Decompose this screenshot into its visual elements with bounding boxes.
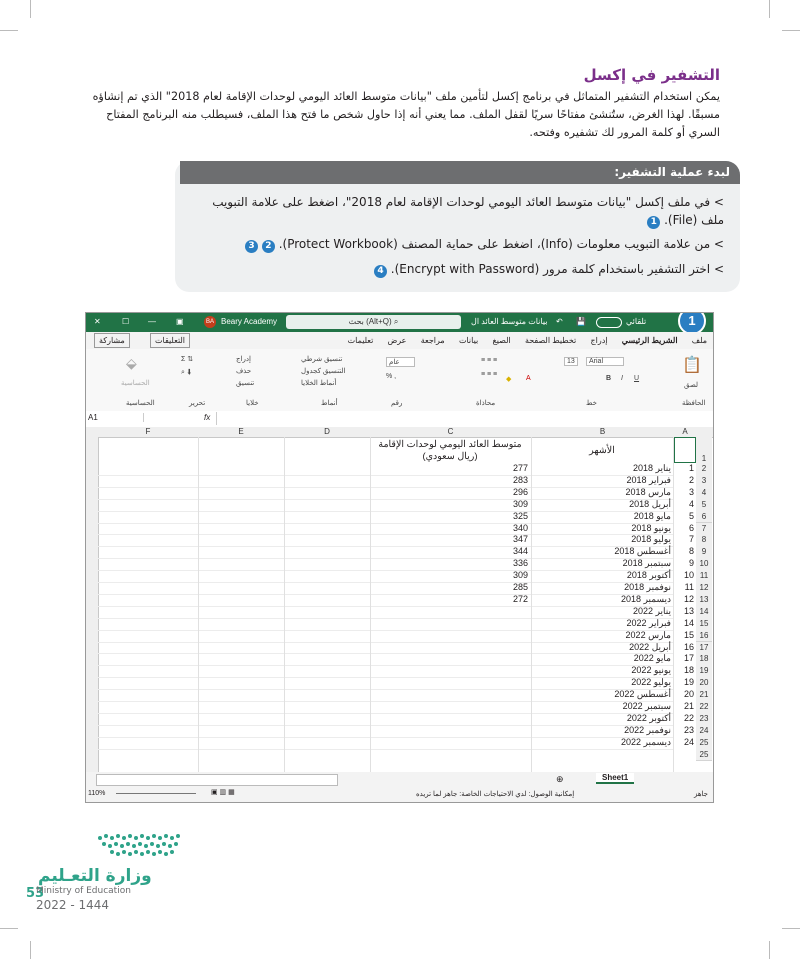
row-header[interactable]: 21 (696, 689, 712, 702)
row-header[interactable]: 24 (696, 725, 712, 738)
month-name: سبتمبر (645, 558, 671, 569)
row-header[interactable]: 2 (696, 463, 712, 476)
year-value: 2018 (614, 546, 635, 557)
cell-c[interactable]: 336 (512, 558, 528, 569)
year-value: 2022 (629, 641, 650, 652)
cell-b[interactable] (531, 582, 671, 594)
comments-button[interactable]: التعليقات (150, 333, 190, 348)
steps-title: لبدء عملية التشفير: (180, 161, 740, 184)
group-editing: تحرير (189, 400, 206, 407)
cell-b[interactable] (531, 701, 671, 713)
cell-b[interactable] (531, 523, 671, 535)
header-c-line2: (ريال سعودي) (422, 451, 478, 462)
month-name: يناير (655, 605, 671, 616)
header-c-line1: متوسط العائد اليومي لوحدات الإقامة (378, 439, 522, 450)
paste-icon[interactable]: 📋 (682, 357, 702, 374)
row-header[interactable]: 7 (696, 523, 712, 536)
cell-b[interactable] (531, 713, 671, 725)
group-sensitivity: الحساسية (126, 400, 155, 407)
year-value: 2018 (633, 463, 654, 473)
row-header[interactable]: 1 (696, 437, 712, 464)
cell-a[interactable]: 14 (683, 617, 694, 628)
cell-b[interactable] (531, 487, 671, 499)
row-header[interactable]: 10 (696, 558, 712, 571)
zoom-level: 110% (88, 790, 106, 797)
row-header[interactable]: 12 (696, 582, 712, 595)
cell-c[interactable]: 309 (512, 570, 528, 581)
tab-view[interactable]: عرض (387, 336, 407, 345)
year-value: 2018 (621, 593, 642, 604)
cell-c[interactable]: 283 (512, 474, 528, 485)
document-title: بيانات متوسط العائد ال (471, 317, 548, 326)
cell-a[interactable]: 4 (688, 498, 694, 509)
horizontal-scrollbar[interactable] (96, 774, 338, 786)
month-name: مارس (648, 629, 671, 640)
year-value: 2018 (631, 522, 652, 533)
month-name: أكتوبر (649, 712, 671, 723)
group-cells: خلايا (246, 400, 259, 407)
crop-mark (30, 0, 31, 18)
month-name: أكتوبر (649, 570, 671, 581)
cell-styles-button[interactable]: أنماط الخلايا (301, 380, 337, 387)
crop-mark (769, 0, 770, 18)
cell-a[interactable]: 17 (683, 653, 694, 664)
month-name: مايو (656, 510, 671, 521)
align-middle-icon[interactable]: ≡ ≡ ≡ (481, 371, 498, 378)
row-line (98, 749, 674, 750)
year-value: 2022 (631, 677, 652, 688)
column-header-f[interactable]: F (98, 427, 199, 438)
row-header[interactable]: 15 (696, 618, 712, 631)
tab-insert[interactable]: إدراج (590, 336, 608, 345)
sensitivity-label: الحساسية (121, 380, 150, 387)
step-2 (184, 237, 724, 253)
account-name: Beary Academy (221, 317, 278, 326)
row-header[interactable]: 11 (696, 570, 712, 583)
month-name: أغسطس (636, 689, 671, 700)
autosave-label: تلقائي (626, 317, 647, 326)
align-icon[interactable]: ≡ ≡ ≡ (481, 357, 498, 364)
group-clipboard: الحافظة (682, 400, 706, 407)
tab-file[interactable]: ملف (691, 336, 707, 345)
month-name: نوفمبر (646, 724, 671, 735)
view-icons[interactable]: ▣ ▥ ▦ (211, 789, 235, 796)
cell-b[interactable] (531, 546, 671, 558)
underline-icon[interactable]: U (634, 375, 640, 382)
month-name: فبراير (649, 617, 671, 628)
fill-color-icon[interactable]: ◆ (506, 376, 512, 383)
month-name: يوليو (653, 534, 671, 545)
grid-line (531, 437, 532, 772)
row-header[interactable]: 22 (696, 701, 712, 714)
cell-b[interactable] (531, 689, 671, 701)
step-3-text: > اختر التشفير باستخدام كلمة مرور (Encrypt with Password). (390, 262, 724, 276)
page-number: 53 (26, 886, 45, 901)
minimize-icon[interactable]: — (148, 317, 156, 326)
month-name: أغسطس (636, 546, 671, 557)
function-icon[interactable]: fx (204, 413, 211, 422)
cell-c[interactable]: 347 (512, 534, 528, 545)
row-header[interactable]: 16 (696, 630, 712, 643)
cell-a[interactable]: 3 (688, 486, 694, 497)
logo-dots-icon (90, 830, 190, 860)
grid-line (284, 437, 285, 772)
row-header[interactable]: 8 (696, 534, 712, 547)
row-header[interactable]: 17 (696, 642, 712, 655)
cell-a[interactable]: 19 (683, 677, 694, 688)
bold-icon[interactable]: B (606, 375, 612, 382)
year-value: 2018 (622, 558, 643, 569)
share-button[interactable]: مشاركة (94, 333, 130, 348)
number-format-select[interactable]: عام (386, 357, 415, 367)
cell-a[interactable]: 22 (683, 712, 694, 723)
year-value: 2022 (622, 701, 643, 711)
crop-mark (769, 941, 770, 959)
row-header[interactable]: 19 (696, 665, 712, 678)
month-name: مايو (656, 653, 671, 664)
font-size-select[interactable]: 13 (564, 357, 578, 366)
cell-c[interactable]: 296 (512, 486, 528, 497)
tab-home[interactable]: الشريط الرئيسي (622, 332, 678, 351)
row-header[interactable]: 18 (696, 653, 712, 666)
column-header-c[interactable]: C (370, 427, 532, 438)
year-value: 2022 (631, 665, 652, 676)
cell-a[interactable]: 13 (683, 605, 694, 616)
year-value: 2018 (626, 570, 647, 581)
cell-b[interactable] (531, 606, 671, 618)
crop-mark (782, 30, 800, 31)
cell-b[interactable] (531, 737, 671, 749)
row-header[interactable]: 6 (696, 511, 712, 524)
row-header[interactable]: 23 (696, 713, 712, 726)
percent-icon[interactable]: % , (386, 373, 397, 380)
year-value: 2022 (626, 712, 647, 723)
font-select[interactable]: Arial (586, 357, 624, 366)
row-header[interactable]: 25 (696, 749, 712, 761)
month-name: أبريل (651, 641, 671, 652)
italic-icon[interactable]: I (621, 375, 623, 382)
format-button[interactable]: تنسيق (236, 380, 255, 387)
group-alignment: محاذاة (476, 400, 496, 407)
ribbon-display-icon[interactable]: ▣ (176, 317, 184, 326)
step-badge-3: 3 (245, 240, 258, 253)
cell-b[interactable] (531, 534, 671, 546)
step-badge-4: 4 (374, 265, 387, 278)
cell-c[interactable]: 285 (512, 582, 528, 592)
cell-a[interactable]: 1 (688, 463, 694, 473)
delete-button[interactable]: حذف (236, 368, 252, 375)
cell-a[interactable]: 11 (684, 582, 694, 592)
steps-box (175, 161, 740, 292)
cell-a[interactable]: 7 (688, 534, 694, 545)
row-header[interactable]: 3 (696, 475, 712, 488)
ribbon (86, 349, 713, 412)
cell-a[interactable]: 2 (688, 474, 694, 485)
tab-help[interactable]: تعليمات (347, 336, 374, 345)
cell-a[interactable]: 5 (688, 510, 694, 521)
cell-b[interactable] (531, 463, 671, 475)
month-name: يونيو (653, 522, 671, 533)
group-styles: أنماط (321, 400, 338, 407)
cell-a[interactable]: 16 (683, 641, 694, 652)
cell-c[interactable]: 340 (512, 522, 528, 533)
grid-line (198, 437, 199, 772)
cell-c[interactable]: 325 (512, 510, 528, 521)
callout-badge: 1 (678, 312, 706, 335)
year-label: 2022 - 1444 (36, 898, 110, 912)
search-input: بحث (Alt+Q) (348, 317, 392, 326)
crop-mark (782, 928, 800, 929)
row-header[interactable]: 5 (696, 499, 712, 512)
selected-cell-a1[interactable] (674, 437, 696, 463)
paste-label: لصق (684, 382, 699, 389)
search-icon: ⌕ (393, 317, 399, 326)
cell-c[interactable]: 344 (512, 546, 528, 557)
header-b: الأشهر (589, 445, 615, 456)
cell-b[interactable] (531, 630, 671, 642)
group-number: رقم (391, 400, 403, 407)
name-box[interactable]: A1 (88, 413, 144, 422)
row-header[interactable]: 9 (696, 546, 712, 559)
conditional-format-button[interactable]: تنسيق شرطي (301, 356, 343, 363)
year-value: 2018 (629, 498, 650, 509)
year-value: 2018 (624, 582, 645, 592)
cell-a[interactable]: 24 (683, 736, 694, 747)
month-name: يونيو (653, 665, 671, 676)
section-heading: التشفير في إكسل (583, 66, 720, 84)
row-header[interactable]: 14 (696, 606, 712, 619)
tab-page-layout[interactable]: تخطيط الصفحة (524, 336, 577, 345)
step-1-text: > في ملف إكسل "بيانات متوسط العائد اليومي لوحدات الإقامة لعام 2018"، اضغط على علامة التبويب ملف (File). (212, 195, 724, 227)
month-name: سبتمبر (645, 701, 671, 711)
font-color-icon[interactable]: A (526, 375, 531, 382)
avatar[interactable]: BA (204, 316, 216, 328)
tab-data[interactable]: بيانات (458, 336, 479, 345)
step-3 (184, 262, 724, 278)
step-1 (194, 193, 724, 229)
cell-b[interactable] (531, 499, 671, 511)
sensitivity-icon[interactable]: ⬙ (126, 355, 137, 371)
excel-window (85, 312, 714, 803)
cell-a[interactable]: 18 (683, 665, 694, 676)
add-sheet-icon[interactable]: ⊕ (556, 774, 564, 784)
row-header[interactable]: 13 (696, 594, 712, 607)
save-icon[interactable]: 💾 (576, 317, 586, 326)
formula-bar (86, 411, 713, 428)
column-header-b[interactable]: B (531, 427, 675, 438)
insert-button[interactable]: إدراج (236, 356, 251, 363)
month-name: نوفمبر (646, 582, 671, 592)
cell-b[interactable] (531, 642, 671, 654)
accessibility-status[interactable]: إمكانية الوصول: لدي الاحتياجات الخاصة: جاهز لما تريده (416, 791, 575, 798)
month-name: مارس (648, 486, 671, 497)
column-header-e[interactable]: E (198, 427, 285, 438)
month-name: ديسمبر (643, 593, 671, 604)
cell-c[interactable]: 272 (512, 593, 528, 604)
tab-review[interactable]: مراجعة (420, 336, 445, 345)
cell-a[interactable]: 6 (688, 522, 694, 533)
step-2-text: > من علامة التبويب معلومات (Info)، اضغط على حماية المصنف (Protect Workbook). (278, 237, 724, 251)
sheet-tab[interactable]: Sheet1 (596, 773, 634, 784)
cell-b[interactable] (531, 475, 671, 487)
undo-icon[interactable]: ↶ (556, 317, 563, 326)
menu-bar (86, 332, 713, 349)
ready-status: جاهز (694, 791, 709, 798)
title-bar (86, 313, 713, 332)
cell-a[interactable]: 10 (683, 570, 694, 581)
cell-b[interactable] (531, 594, 671, 606)
format-table-button[interactable]: التنسيق كجدول (301, 368, 346, 375)
cell-c[interactable]: 277 (512, 463, 528, 473)
month-name: فبراير (649, 474, 671, 485)
spreadsheet-grid[interactable] (86, 427, 713, 772)
cell-c[interactable]: 309 (512, 498, 528, 509)
cell-b[interactable] (531, 558, 671, 570)
year-value: 2022 (633, 653, 654, 664)
month-name: يوليو (653, 677, 671, 688)
step-badge-1: 1 (647, 216, 660, 229)
year-value: 2022 (614, 689, 635, 700)
year-value: 2018 (626, 474, 647, 485)
group-font: خط (586, 400, 597, 407)
cell-a[interactable]: 9 (688, 558, 694, 569)
intro-paragraph: يمكن استخدام التشفير المتماثل في برنامج إكسل لتأمين ملف "بيانات متوسط العائد اليومي لوحدات الإقامة لعام 2018" الذي تم إنشاؤه مسبقًا. لهذا الغرض، ستُنشئ مفتاحًا سريًا لقفل الملف. مما يعني أنه إذا حاول شخص ما فتح هذا الملف، فسيطلب منه البرنامج المفتاح السري أو كلمة المرور لك تشفيره وفتحه. (92, 90, 720, 139)
crop-mark (0, 928, 18, 929)
find-icon[interactable]: ⌕ ⬇ (181, 369, 192, 376)
row-header[interactable]: 20 (696, 677, 712, 690)
cell-a[interactable]: 20 (683, 689, 694, 700)
year-value: 2022 (621, 736, 642, 747)
cell-b[interactable] (531, 653, 671, 665)
column-header-a[interactable]: A (674, 427, 697, 438)
cell-b[interactable] (531, 725, 671, 737)
cell-a[interactable]: 15 (683, 629, 694, 640)
cell-b[interactable] (531, 570, 671, 582)
cell-a[interactable]: 12 (683, 593, 694, 604)
month-name: ديسمبر (643, 736, 671, 747)
maximize-icon[interactable]: ☐ (122, 317, 130, 326)
year-value: 2022 (625, 629, 646, 640)
crop-mark (30, 941, 31, 959)
year-value: 2022 (626, 617, 647, 628)
cell-a[interactable]: 21 (683, 701, 694, 711)
grid-line (673, 437, 674, 772)
cell-b[interactable] (531, 677, 671, 689)
search-box[interactable] (286, 315, 461, 329)
cell-b[interactable] (531, 618, 671, 630)
year-value: 2018 (631, 534, 652, 545)
month-name: يناير (655, 463, 671, 473)
ministry-name-en: Ministry of Education (36, 886, 131, 896)
year-value: 2018 (625, 486, 646, 497)
year-value: 2022 (633, 605, 654, 616)
year-value: 2022 (624, 724, 645, 735)
formula-input[interactable] (216, 412, 707, 425)
close-icon[interactable]: ✕ (94, 317, 101, 326)
row-header[interactable]: 25 (696, 737, 712, 750)
autosum-icon[interactable]: Σ ⇅ (181, 356, 194, 363)
crop-mark (0, 30, 18, 31)
cell-a[interactable]: 8 (688, 546, 694, 557)
step-badge-2: 2 (262, 240, 275, 253)
cell-b[interactable] (531, 665, 671, 677)
autosave-toggle[interactable] (596, 317, 622, 328)
tab-formulas[interactable]: الصيغ (492, 336, 511, 345)
status-area (86, 772, 713, 802)
column-header-d[interactable]: D (284, 427, 371, 438)
year-value: 2018 (633, 510, 654, 521)
grid-line (370, 437, 371, 772)
row-header[interactable]: 4 (696, 487, 712, 500)
cell-b[interactable] (531, 511, 671, 523)
zoom-slider[interactable] (116, 793, 196, 794)
ministry-name-ar: وزارة التعـليم (38, 866, 152, 886)
cell-a[interactable]: 23 (683, 724, 694, 735)
month-name: أبريل (651, 498, 671, 509)
